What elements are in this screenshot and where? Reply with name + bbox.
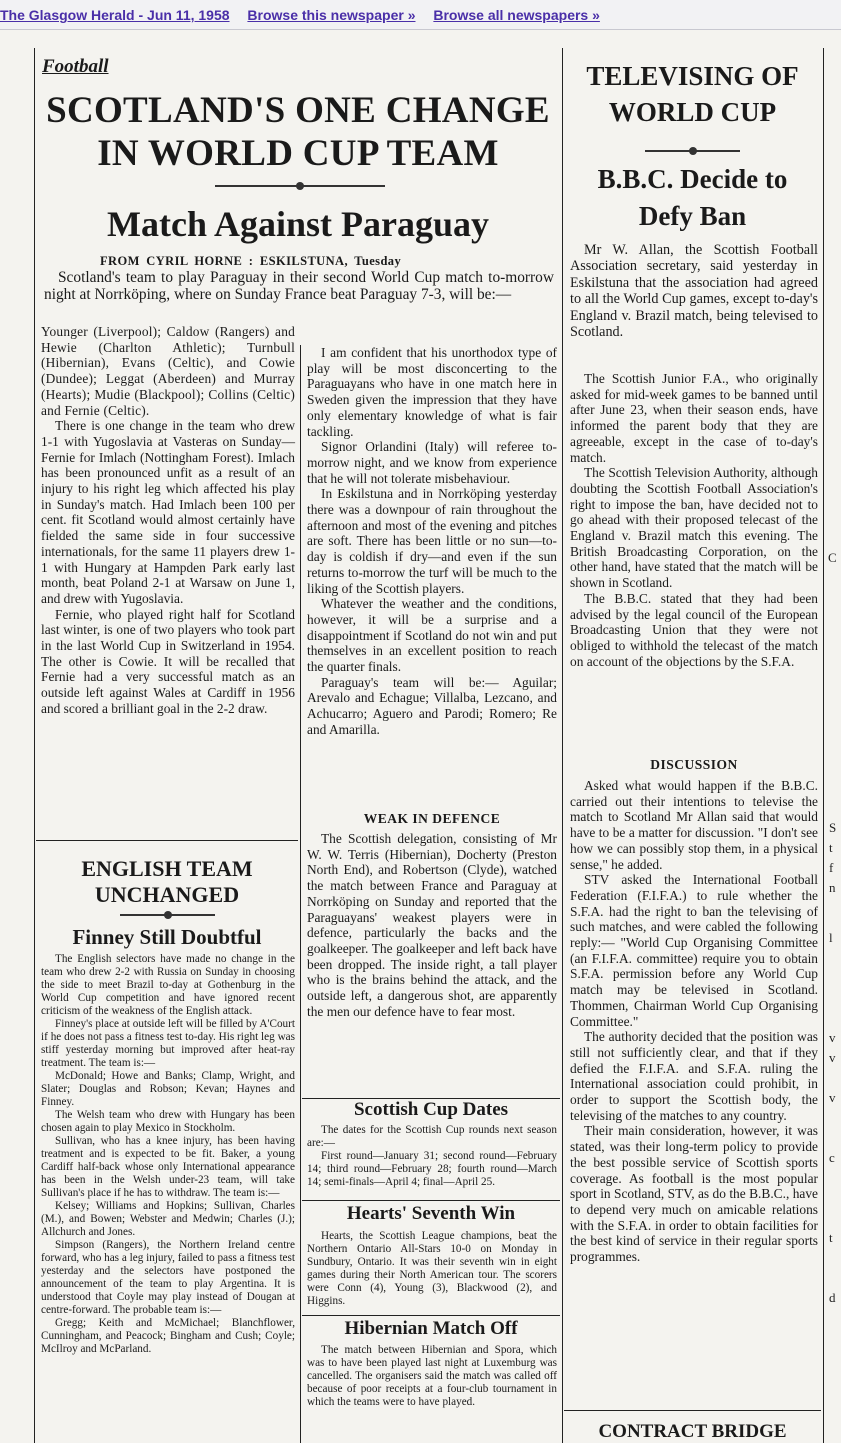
main-headline-line2: IN WORLD CUP TEAM	[97, 133, 499, 174]
tv-p5: Asked what would happen if the B.B.C. carried out their intentions to televise the match to Scotland Mr Allan said that would have to be a matter for discussion. "I don't see how we can possibly stop them, in a physical sense," he added.	[570, 778, 818, 872]
weak-in-defence-heading: WEAK IN DEFENCE	[363, 811, 501, 826]
english-headline-line1: ENGLISH TEAM	[81, 856, 253, 881]
rule-above-hearts	[302, 1200, 560, 1201]
hearts-heading: Hearts' Seventh Win	[346, 1203, 516, 1224]
main-subheadline: Match Against Paraguay	[107, 204, 489, 244]
scottish-cup-heading: Scottish Cup Dates	[353, 1099, 509, 1120]
english-p1: The English selectors have made no change in the team who drew 2-2 with Russia on Sunday in choosing the side to meet Brazil to-day at Gothenburg in the World Cup competition and have ignored recent criticism of the weakness of the English attack.	[41, 953, 295, 1017]
edge-char: C	[828, 550, 837, 565]
welsh-p1: The Welsh team who drew with Hungary has been chosen again to play Mexico in Stockholm.	[41, 1109, 295, 1134]
tv-subheadline-line2: Defy Ban	[638, 201, 747, 231]
tv-headline-line2: WORLD CUP	[608, 97, 777, 127]
edge-char: l	[829, 930, 833, 945]
tv-p6: STV asked the International Football Federation (F.I.F.A.) to rule whether the S.F.A. had the right to ban the televising of such matches, and were cabled the following reply:— "World Cup Organising Committee (an F.I.F.A. committee) require you to obtain S.F.A. permission before any World Cup match may be televised in Scotland. Thommen, Chairman World Cup Organising Committee."	[570, 872, 818, 1029]
edge-char: f	[829, 860, 834, 875]
tv-p8: Their main consideration, however, it was stated, was their long-term policy to provide the best possible service of Scottish sports coverage. As football is the most popular sport in Scotland, STV, as do the B.B.C., have to depend very much on amicable relations with the S.F.A. in order to obtain facilities for the best kind of service in their regular sports programmes.	[570, 1123, 818, 1265]
edge-char: S	[829, 820, 837, 835]
referee-paragraph: Signor Orlandini (Italy) will referee to-morrow night, and we know from experience that he will not tolerate misbehaviour.	[307, 439, 557, 486]
english-divider	[120, 914, 215, 916]
edge-char: t	[829, 1230, 833, 1245]
scotland-article-col1	[41, 324, 295, 717]
fernie-paragraph: Fernie, who played right half for Scotland last winter, is one of two players who took part in the last World Cup in Switzerland in 1954. The other is Cowie. It will be recalled that Fernie had a very successful match as an outside left against Wales at Cardiff in 1956 and scored a brilliant goal in the 2-2 draw.	[41, 606, 295, 716]
ireland-team-list: Gregg; Keith and McMichael; Blanchflower, Cunningham, and Peacock; Bingham and Cush; Coyle; McIlroy and McParland.	[41, 1317, 295, 1355]
hibernian-heading: Hibernian Match Off	[344, 1318, 518, 1339]
tv-p4: The B.B.C. stated that they had been advised by the legal council of the European Broadcasting Union that they were not obliged to withhold the telecast of the match on account of the objections by the S.F.A.	[570, 590, 818, 669]
main-headline-line1: SCOTLAND'S ONE CHANGE	[46, 90, 550, 131]
headline-divider	[215, 185, 385, 187]
scotland-change-paragraph: There is one change in the team who drew 1-1 with Yugoslavia at Vasteras on Sunday—Fernie for Imlach (Nottingham Forest). Imlach has been pronounced unfit as a result of an injury to his right leg which affected his play in Sunday's match. Had Imlach been 100 per cent. fit Scotland would almost certainly have fielded the same side in four successive internationals, for the same 11 players drew 1-1 with Hungary at Hampden Park early last month, beat Poland 2-1 at Warsaw on June 1, and drew with Yugoslavia.	[41, 418, 295, 606]
paper-date-link[interactable]: The Glasgow Herald - Jun 11, 1958	[0, 7, 230, 23]
column-rule-middle	[300, 345, 301, 1443]
contract-bridge-heading: CONTRACT BRIDGE	[598, 1421, 787, 1442]
column-rule-left	[34, 48, 35, 1443]
ireland-p1: Simpson (Rangers), the Northern Ireland centre forward, who has a leg injury, failed to pass a fitness test yesterday and the selectors have postponed the announcement of the team to play Argentina. It is understood that Coyle may play instead of Dougan at centre-forward. The probable team is:—	[41, 1239, 295, 1316]
english-p2: Finney's place at outside left will be filled by A'Court if he does not pass a fitness test to-day. His right leg was stiff yesterday morning but improved after heat-ray treatment. The team is:—	[41, 1018, 295, 1069]
rule-above-contract-bridge	[564, 1410, 821, 1411]
edge-char: t	[829, 840, 833, 855]
scottish-cup-intro: The dates for the Scottish Cup rounds next season are:—	[307, 1124, 557, 1149]
weak-in-defence-article	[307, 831, 557, 1019]
newspaper-page-scan[interactable]	[0, 30, 841, 1443]
tv-p7: The authority decided that the position was still not sufficiently clear, and that if they defied the F.I.F.A. and S.F.A. ruling the International association could prohibit, in order to support the Scottish body, the televising of the matches to any country.	[570, 1029, 818, 1123]
tv-p3: The Scottish Television Authority, although doubting the Scottish Football Association's right to impose the ban, have decided not to go ahead with their proposed telecast of the England v. Brazil match this evening. The British Broadcasting Corporation, on the other hand, have stated that the match will be shown in Scotland.	[570, 465, 818, 591]
tv-article	[570, 371, 818, 669]
edge-char: v	[829, 1030, 836, 1045]
rule-above-english-team	[36, 840, 298, 841]
discussion-heading: DISCUSSION	[650, 757, 738, 772]
tv-subheadline-line1: B.B.C. Decide to	[597, 164, 788, 194]
scotland-article-col2	[307, 345, 557, 738]
lead-paragraph	[44, 269, 554, 304]
edge-char: v	[829, 1090, 836, 1105]
newspaper-nav-bar	[0, 0, 841, 30]
hibernian-article	[307, 1344, 557, 1409]
english-team-list: McDonald; Howe and Banks; Clamp, Wright, and Slater; Douglas and Robson; Kevan; Haynes and Finney.	[41, 1070, 295, 1108]
finney-subheadline: Finney Still Doubtful	[72, 925, 262, 949]
browse-all-newspapers-link[interactable]: Browse all newspapers »	[433, 7, 600, 23]
tv-p2: The Scottish Junior F.A., who originally asked for mid-week games to be banned until after June 23, when their season ends, have informed the parent body that they are agreeable, except in the case of to-day's match.	[570, 371, 818, 465]
edge-char: d	[829, 1290, 836, 1305]
section-kicker: Football	[42, 56, 109, 77]
scottish-cup-article	[307, 1124, 557, 1189]
lead-text: Scotland's team to play Paraguay in their second World Cup match to-morrow night at Norrköping, where on Sunday France beat Paraguay 7-3, will be:—	[44, 269, 554, 304]
welsh-p2: Sullivan, who has a knee injury, has been having treatment and is expected to be fit. Baker, a young Cardiff half-back whose only International appearance has been in the Welsh under-23 team, will take Sullivan's place if he has to withdraw. The team is:—	[41, 1135, 295, 1199]
edge-char: v	[829, 1050, 836, 1065]
tv-lead	[570, 242, 818, 340]
weather-paragraph: In Eskilstuna and in Norrköping yesterday there was a downpour of rain throughout the afternoon and most of the evening and pitches are soft. There has been little or no sun—to-day is coldish if dry—and even if the sun returns to-morrow the turf will be much to the liking of the Scottish players.	[307, 486, 557, 596]
edge-char: c	[829, 1150, 835, 1165]
hibernian-text: The match between Hibernian and Spora, which was to have been played last night at Luxemburg was cancelled. The organisers said the match was called off because of poor receipts at a four-club tournament in which the teams were to have played.	[307, 1344, 557, 1408]
edge-char: n	[829, 880, 836, 895]
english-headline-line2: UNCHANGED	[94, 882, 240, 907]
unorthodox-paragraph: I am confident that his unorthodox type of play will be most disconcerting to the Paraguayans who have in one match here in Sweden given the impression that they have only elementary knowledge of what is fair tackling.	[307, 345, 557, 439]
hearts-article	[307, 1230, 557, 1308]
scotland-team-list: Younger (Liverpool); Caldow (Rangers) and Hewie (Charlton Athletic); Turnbull (Hibernian), Evans (Celtic), and Cowie (Dundee); Leggat (Aberdeen) and Murray (Hearts); Mudie (Blackpool); Collins (Celtic) and Fernie (Celtic).	[41, 324, 295, 418]
conditions-paragraph: Whatever the weather and the conditions, however, it will be a surprise and a disappointment if Scotland do not win and put themselves in an excellent position to reach the quarter finals.	[307, 596, 557, 675]
scottish-cup-rounds: First round—January 31; second round—February 14; third round—February 28; fourth round—March 14; semi-finals—April 4; final—April 25.	[307, 1150, 557, 1188]
column-rule-right	[823, 48, 824, 1443]
tv-headline-line1: TELEVISING OF	[586, 61, 799, 91]
tv-discussion-article	[570, 778, 818, 1265]
english-article	[41, 953, 295, 1356]
welsh-team-list: Kelsey; Williams and Hopkins; Sullivan, Charles (M.), and Bowen; Webster and Medwin; Charles (J.); Allchurch and Jones.	[41, 1200, 295, 1238]
browse-this-newspaper-link[interactable]: Browse this newspaper »	[247, 7, 416, 23]
byline: FROM CYRIL HORNE : ESKILSTUNA, Tuesday	[100, 254, 402, 268]
tv-divider	[645, 150, 740, 152]
rule-above-hibernian	[302, 1315, 560, 1316]
paraguay-team-paragraph: Paraguay's team will be:— Aguilar; Arevalo and Echague; Villalba, Lezcano, and Achucarro; Aguero and Parodi; Romero; Re and Amarilla.	[307, 674, 557, 737]
tv-p1: Mr W. Allan, the Scottish Football Association secretary, said yesterday in Eskilstuna that the association had agreed to all the World Cup games, except to-day's England v. Brazil match, being televised to Scotland.	[570, 242, 818, 341]
hearts-text: Hearts, the Scottish League champions, beat the Northern Ontario All-Stars 10-0 on Monday in Sundbury, Ontario. It was their seventh win in eight games during their North American tour. The scorers were Conn (4), Young (3), Blackwood (2), and Higgins.	[307, 1230, 557, 1307]
weak-in-defence-text: The Scottish delegation, consisting of Mr W. W. Terris (Hibernian), Docherty (Preston North End), and Robertson (Clyde), watched the match between France and Paraguay at Norrköping on Sunday and reported that the Paraguayans' weakest players were in defence, particularly the backs and the goalkeeper. The goalkeeper and left back have been dropped. The inside right, a tall player who is the brains behind the attack, and the outside left, a dangerous shot, are apparently the men our defence have to fear most.	[307, 831, 557, 1019]
column-rule-main	[562, 48, 563, 1443]
